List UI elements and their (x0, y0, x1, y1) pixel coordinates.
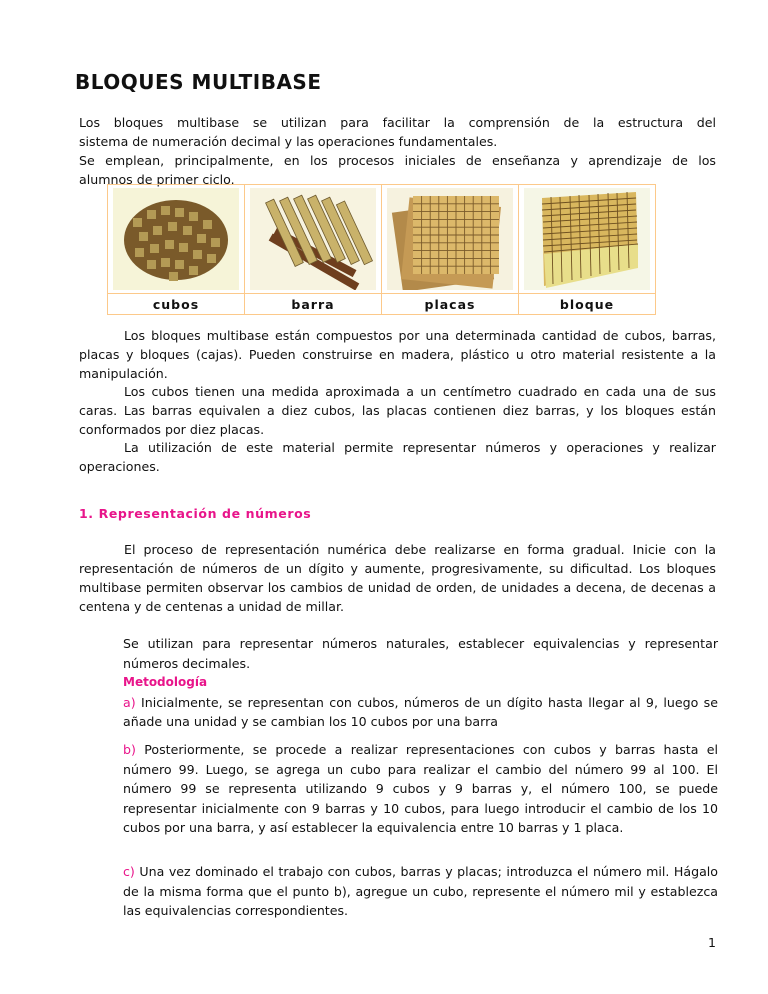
multibase-blocks-table (107, 184, 656, 315)
step-marker: a) (123, 694, 136, 710)
step-b: b) Posteriormente, se procede a realizar representaciones con cubos y barras hasta el número 99. Luego, se agrega un cubo para realizar el cambio del número 99 al 100. El número 99 se representa utilizando 9 cubos y 9 barras y, el número 100, se puede representar inicialmente con 9 barras y 10 cubos, para luego introducir el cambio de los 10 cubos por una barra, y así establecer la equivalencia entre 10 barras y 1 placa. (123, 742, 718, 835)
cell-cubos-image (108, 185, 245, 294)
step-marker: c) (123, 864, 135, 879)
indented-block-uses (123, 634, 718, 732)
label-bloque: bloque (519, 294, 656, 315)
cell-bloque-image (519, 185, 656, 294)
label-barra: barra (245, 294, 382, 315)
intro-line: Se emplean, principalmente, en los procesos iniciales de enseñanza y aprendizaje de los (79, 153, 716, 168)
cell-barra-image (245, 185, 382, 294)
label-placas: placas (382, 294, 519, 315)
intro-line: Los bloques multibase se utilizan para facilitar la comprensión de la estructura del (79, 115, 716, 130)
cell-placas-image (382, 185, 519, 294)
intro-line: alumnos de primer ciclo. (79, 172, 235, 187)
cubos-image (113, 188, 239, 290)
step-a: a) Inicialmente, se representan con cubos, números de un dígito hasta llegar al 9, luego se añade una unidad y se cambian los 10 cubos por una barra (123, 694, 718, 729)
methodology-label: Metodología (123, 675, 208, 689)
section-heading: 1. Representación de números (79, 506, 312, 521)
barra-image (250, 188, 376, 290)
label-cubos: cubos (108, 294, 245, 315)
page-title: BLOQUES MULTIBASE (75, 70, 322, 94)
paragraph-process: El proceso de representación numérica debe realizarse en forma gradual. Inicie con la representación de números de un dígito y aumente, progresivamente, su dificultad. Los bloques multibase permiten observar los cambios de unidad de orden, de unidades a decena, de decenas a centena y de centenas a unidad de millar. (79, 542, 716, 614)
step-c: c) Una vez dominado el trabajo con cubos, barras y placas; introduzca el número mil. Hágalo de la misma forma que el punto b), agregue un cubo, represente el número mil y establezca las equivalencias correspondientes. (123, 864, 718, 918)
page-number: 1 (708, 935, 716, 950)
paragraph-usage: La utilización de este material permite representar números y operaciones y realizar operaciones. (79, 440, 716, 474)
intro-line: sistema de numeración decimal y las operaciones fundamentales. (79, 134, 498, 149)
step-marker: b) (123, 742, 136, 757)
intro-paragraph (79, 113, 716, 189)
placas-image (387, 188, 513, 290)
bloque-image (524, 188, 650, 290)
uses-text: Se utilizan para representar números naturales, establecer equivalencias y representar números decimales. (123, 636, 718, 671)
paragraph-measures: Los cubos tienen una medida aproximada a un centímetro cuadrado en cada una de sus caras. Las barras equivalen a diez cubos, las placas contienen diez barras, y los bloques están conformados por diez placas. (79, 384, 716, 437)
paragraph-composition: Los bloques multibase están compuestos por una determinada cantidad de cubos, barras, placas y bloques (cajas). Pueden construirse en madera, plástico u otro material resistente a la manipulación. (79, 328, 716, 381)
